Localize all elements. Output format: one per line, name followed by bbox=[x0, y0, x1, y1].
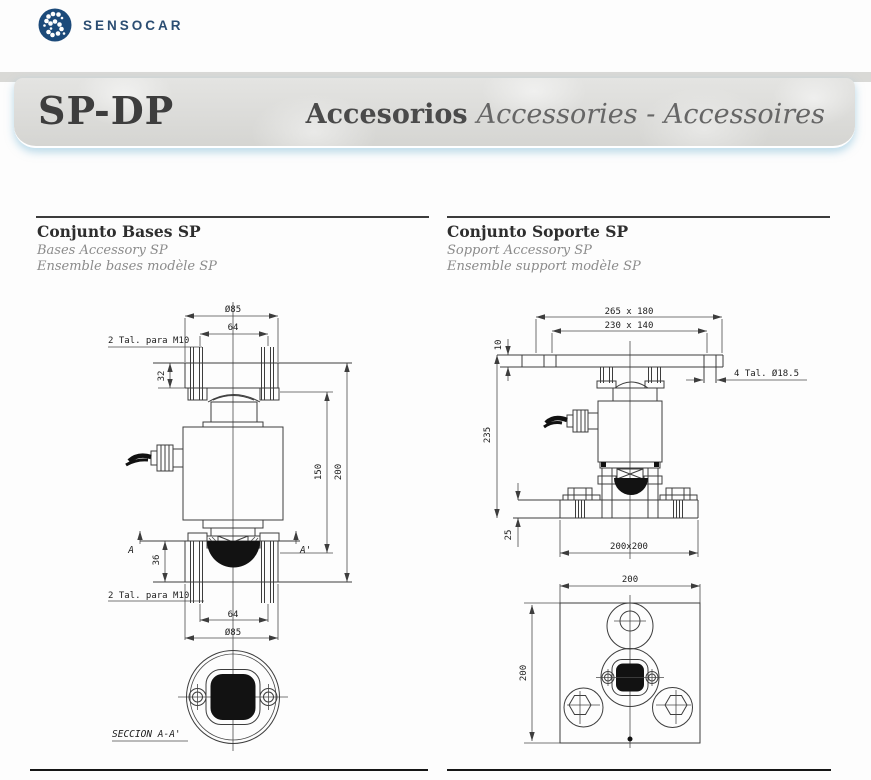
bases-title: Conjunto Bases SP bbox=[37, 222, 201, 241]
dim-200: 200 bbox=[334, 463, 344, 481]
bases-subtitle-en: Bases Accessory SP bbox=[37, 243, 168, 258]
dim-dia85-top: Ø85 bbox=[224, 305, 242, 315]
soporte-title: Conjunto Soporte SP bbox=[447, 222, 629, 241]
dim-topview-height: 200 bbox=[519, 664, 529, 682]
dim-200x200: 200x200 bbox=[610, 542, 648, 552]
right-section-rule bbox=[447, 216, 830, 218]
left-footer-rule bbox=[30, 769, 428, 771]
dim-dia85-bottom: Ø85 bbox=[224, 628, 242, 638]
soporte-subtitle-en: Sopport Accessory SP bbox=[447, 243, 592, 258]
left-section-rule bbox=[36, 216, 429, 218]
soporte-body-outline bbox=[497, 355, 723, 518]
dim-230x140: 230 x 140 bbox=[604, 321, 654, 331]
dim-topview-width: 200 bbox=[621, 575, 639, 585]
label-4-holes: 4 Tal. Ø18.5 bbox=[734, 369, 800, 379]
soporte-subtitle-fr: Ensemble support modèle SP bbox=[447, 258, 641, 274]
label-taps-bottom: 2 Tal. para M10 bbox=[108, 591, 190, 601]
dim-25: 25 bbox=[504, 529, 514, 541]
dim-265x180: 265 x 180 bbox=[604, 307, 654, 317]
brand-wordmark: SENSOCAR bbox=[83, 17, 184, 33]
dim-235: 235 bbox=[483, 426, 493, 444]
bases-technical-drawing bbox=[30, 288, 430, 768]
section-marker-a: A bbox=[128, 545, 134, 556]
sensocar-logo-icon bbox=[37, 7, 73, 43]
dim-64-bottom: 64 bbox=[227, 610, 239, 620]
label-taps-top: 2 Tal. para M10 bbox=[108, 336, 190, 346]
banner-title-translations: Accessories - Accessoires bbox=[476, 99, 825, 130]
banner-title-es: Accesorios bbox=[305, 99, 468, 130]
bases-subtitle-fr: Ensemble bases modèle SP bbox=[37, 258, 217, 274]
bases-section-header bbox=[37, 222, 217, 274]
banner-heading bbox=[306, 99, 825, 130]
header-logo bbox=[37, 7, 184, 43]
section-marker-a-prime: A' bbox=[300, 545, 312, 556]
banner bbox=[14, 78, 855, 148]
dim-36: 36 bbox=[152, 554, 162, 566]
model-title: SP-DP bbox=[38, 88, 175, 133]
right-footer-rule bbox=[447, 769, 831, 771]
section-view-label: SECCION A-A' bbox=[112, 729, 181, 740]
dim-150: 150 bbox=[314, 463, 324, 481]
dim-32: 32 bbox=[157, 370, 167, 382]
soporte-section-header bbox=[447, 222, 641, 274]
soporte-dimension-labels bbox=[483, 307, 799, 681]
soporte-technical-drawing bbox=[440, 295, 860, 765]
dim-10: 10 bbox=[494, 339, 504, 351]
dim-64-top: 64 bbox=[227, 323, 239, 333]
